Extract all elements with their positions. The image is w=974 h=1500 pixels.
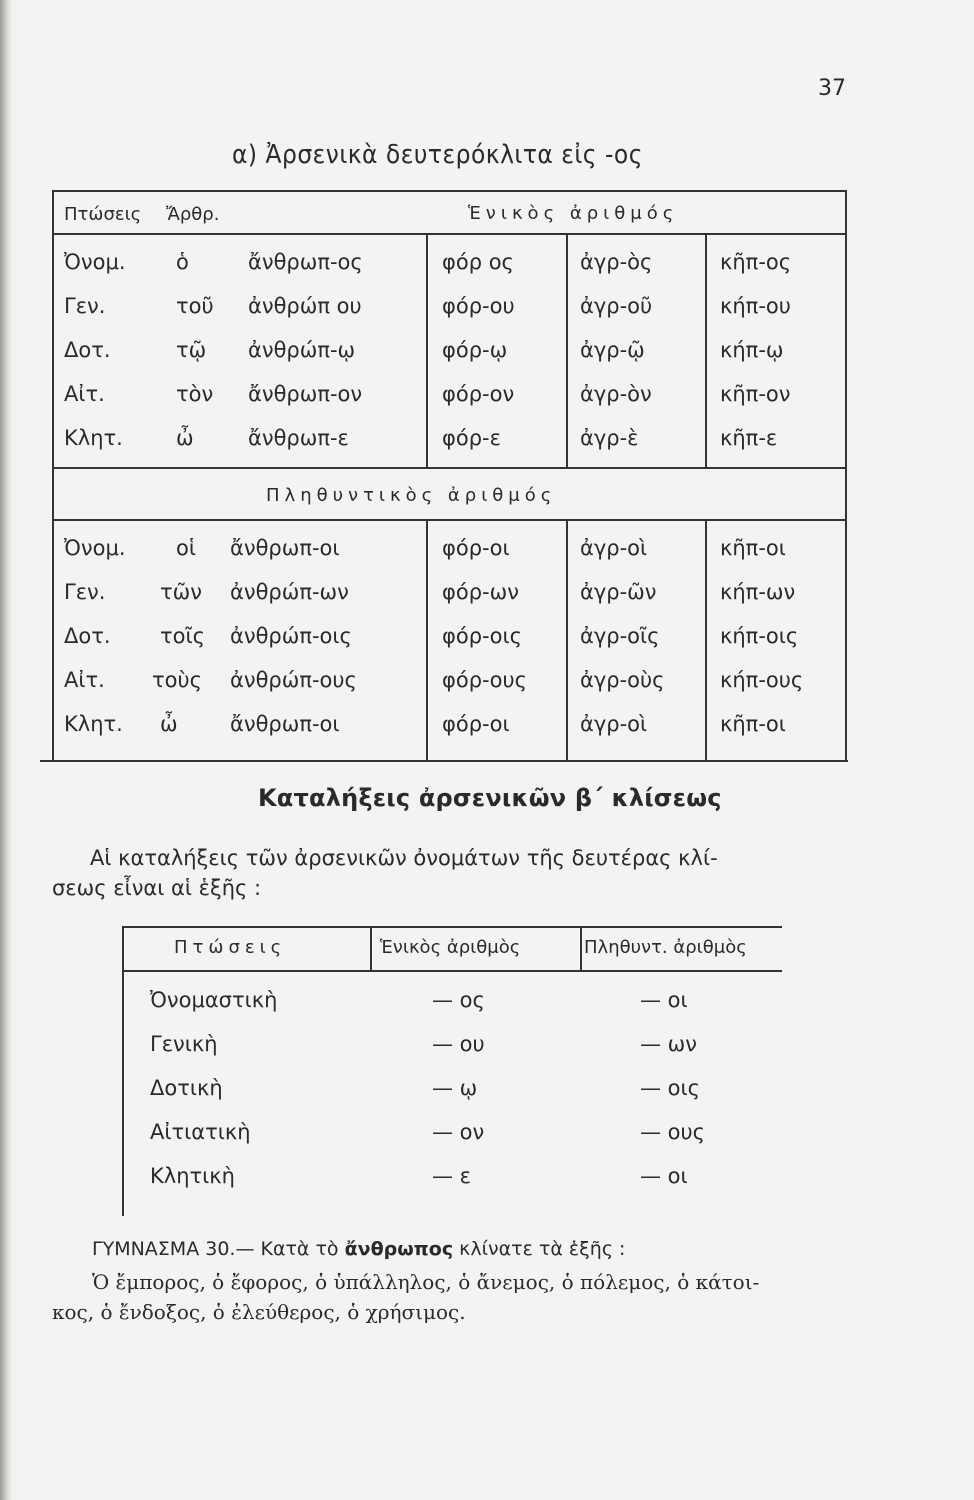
form-kipos: κήπ-οις bbox=[720, 624, 799, 648]
table-top-border bbox=[52, 190, 847, 192]
case-label: Γεν. bbox=[64, 294, 106, 318]
form-anthropos: ἀνθρώπ ου bbox=[248, 294, 362, 318]
form-kipos: κῆπ-ε bbox=[720, 426, 778, 450]
t2-header-cases: Πτώσεις bbox=[174, 937, 287, 958]
singular-ending: — ος bbox=[432, 988, 485, 1012]
singular-ending: — ου bbox=[432, 1032, 485, 1056]
t2-header-divider bbox=[122, 970, 782, 972]
form-kipos: κήπ-ου bbox=[720, 294, 791, 318]
article: τοῖς bbox=[160, 624, 205, 648]
form-foros: φόρ-ον bbox=[442, 382, 515, 406]
form-agros: ἀγρ-οὺς bbox=[580, 668, 665, 692]
exercise-line-2: κος, ὁ ἔνδοξος, ὁ ἐλεύθερος, ὁ χρήσιμος. bbox=[52, 1300, 466, 1324]
article: τῷ bbox=[176, 338, 207, 362]
t2-col-divider-1 bbox=[370, 926, 372, 970]
form-foros: φόρ ος bbox=[442, 250, 514, 274]
exercise-line-1: Ὁ ἔμπορος, ὁ ἔφορος, ὁ ὑπάλληλος, ὁ ἄνεμος, ὁ πόλεμος, ὁ κάτοι- bbox=[92, 1270, 760, 1294]
exercise-label: ΓΥΜΝΑΣΜΑ 30.— Κατὰ τὸ bbox=[92, 1238, 339, 1260]
exercise-bold-word: ἄνθρωπος bbox=[344, 1238, 454, 1260]
article: ὦ bbox=[176, 426, 194, 450]
case-label: Αἰτ. bbox=[64, 668, 105, 692]
header-article: Ἄρθρ. bbox=[166, 204, 220, 225]
form-agros: ἀγρ-ῷ bbox=[580, 338, 645, 362]
case-label: Ὀνομ. bbox=[64, 536, 126, 560]
exercise-heading bbox=[92, 1238, 625, 1260]
form-agros: ἀγρ-οῖς bbox=[580, 624, 660, 648]
case-label: Δοτ. bbox=[64, 624, 111, 648]
form-kipos: κήπ-ους bbox=[720, 668, 804, 692]
case-name: Γενικὴ bbox=[150, 1032, 218, 1056]
t2-header-singular: Ἑνικὸς ἀριθμὸς bbox=[380, 937, 521, 958]
singular-bottom-divider bbox=[52, 467, 847, 469]
col-divider-3 bbox=[705, 234, 707, 468]
form-foros: φόρ-οις bbox=[442, 624, 522, 648]
exercise-rest: κλίνατε τὰ ἑξῆς : bbox=[459, 1238, 626, 1260]
form-foros: φόρ-ους bbox=[442, 668, 527, 692]
table-right-border bbox=[845, 190, 847, 762]
form-kipos: κῆπ-ον bbox=[720, 382, 791, 406]
page-spine-shadow bbox=[0, 0, 12, 1500]
form-anthropos: ἄνθρωπ-οι bbox=[230, 712, 340, 736]
col-divider-1 bbox=[426, 234, 428, 468]
case-name: Κλητικὴ bbox=[150, 1164, 235, 1188]
form-kipos: κῆπ-οι bbox=[720, 712, 786, 736]
col-divider-2 bbox=[566, 234, 568, 468]
form-agros: ἀγρ-ὸν bbox=[580, 382, 652, 406]
form-agros: ἀγρ-ῶν bbox=[580, 580, 657, 604]
case-label: Κλητ. bbox=[64, 426, 123, 450]
article: οἱ bbox=[176, 536, 196, 560]
header-plural: Πληθυντικὸς ἀριθμός bbox=[266, 485, 557, 506]
singular-ending: — ε bbox=[432, 1164, 472, 1188]
form-foros: φόρ-οι bbox=[442, 536, 510, 560]
table-left-border bbox=[52, 190, 54, 762]
form-anthropos: ἄνθρωπ-ος bbox=[248, 250, 363, 274]
page-number: 37 bbox=[818, 76, 846, 101]
case-label: Αἰτ. bbox=[64, 382, 105, 406]
form-anthropos: ἀνθρώπ-ων bbox=[230, 580, 349, 604]
form-agros: ἀγρ-οῦ bbox=[580, 294, 653, 318]
case-label: Γεν. bbox=[64, 580, 106, 604]
col-divider-5 bbox=[566, 520, 568, 762]
form-agros: ἀγρ-ὲ bbox=[580, 426, 639, 450]
singular-ending: — ον bbox=[432, 1120, 485, 1144]
form-foros: φόρ-οι bbox=[442, 712, 510, 736]
article: ὁ bbox=[176, 250, 189, 274]
case-label: Δοτ. bbox=[64, 338, 111, 362]
col-divider-4 bbox=[426, 520, 428, 762]
form-foros: φόρ-ε bbox=[442, 426, 501, 450]
case-label: Ὀνομ. bbox=[64, 250, 126, 274]
case-name: Δοτικὴ bbox=[150, 1076, 223, 1100]
section-heading: Καταλήξεις ἀρσενικῶν β΄ κλίσεως bbox=[258, 784, 722, 812]
form-kipos: κῆπ-οι bbox=[720, 536, 786, 560]
form-foros: φόρ-ῳ bbox=[442, 338, 508, 362]
form-anthropos: ἀνθρώπ-οις bbox=[230, 624, 352, 648]
form-anthropos: ἄνθρωπ-ον bbox=[248, 382, 363, 406]
plural-ending: — οι bbox=[640, 1164, 688, 1188]
article: τῶν bbox=[160, 580, 202, 604]
table-title: α) Ἀρσενικὰ δευτερόκλιτα εἰς -ος bbox=[232, 140, 643, 170]
intro-line-2: σεως εἶναι αἱ ἑξῆς : bbox=[52, 876, 262, 900]
article: ὦ bbox=[160, 712, 178, 736]
case-name: Ὀνομαστικὴ bbox=[150, 988, 278, 1012]
header-cases: Πτώσεις bbox=[64, 204, 142, 225]
header-singular: Ἑνικὸς ἀριθμός bbox=[468, 203, 679, 224]
article: τὸν bbox=[176, 382, 214, 406]
plural-ending: — οις bbox=[640, 1076, 700, 1100]
t2-col-divider-2 bbox=[580, 926, 582, 970]
form-anthropos: ἄνθρωπ-οι bbox=[230, 536, 340, 560]
form-agros: ἀγρ-οὶ bbox=[580, 536, 648, 560]
case-name: Αἰτιατικὴ bbox=[150, 1120, 251, 1144]
form-agros: ἀγρ-οὶ bbox=[580, 712, 648, 736]
col-divider-6 bbox=[705, 520, 707, 762]
intro-line-1: Αἱ καταλήξεις τῶν ἀρσενικῶν ὀνομάτων τῆς δευτέρας κλί- bbox=[90, 846, 718, 870]
form-anthropos: ἀνθρώπ-ῳ bbox=[248, 338, 356, 362]
plural-header-divider bbox=[52, 519, 847, 521]
plural-ending: — ους bbox=[640, 1120, 705, 1144]
case-label: Κλητ. bbox=[64, 712, 123, 736]
article: τοὺς bbox=[152, 668, 202, 692]
singular-ending: — ῳ bbox=[432, 1076, 478, 1100]
plural-ending: — ων bbox=[640, 1032, 697, 1056]
form-foros: φόρ-ου bbox=[442, 294, 515, 318]
t2-header-plural: Πληθυντ. ἀριθμὸς bbox=[584, 937, 747, 958]
form-foros: φόρ-ων bbox=[442, 580, 519, 604]
form-anthropos: ἀνθρώπ-ους bbox=[230, 668, 357, 692]
form-kipos: κήπ-ων bbox=[720, 580, 796, 604]
t2-top-border bbox=[122, 926, 782, 928]
table-bottom-border bbox=[40, 760, 848, 762]
header-divider bbox=[52, 233, 847, 235]
form-kipos: κήπ-ῳ bbox=[720, 338, 784, 362]
form-kipos: κῆπ-ος bbox=[720, 250, 792, 274]
plural-ending: — οι bbox=[640, 988, 688, 1012]
form-agros: ἀγρ-ὸς bbox=[580, 250, 653, 274]
article: τοῦ bbox=[176, 294, 214, 318]
form-anthropos: ἄνθρωπ-ε bbox=[248, 426, 349, 450]
